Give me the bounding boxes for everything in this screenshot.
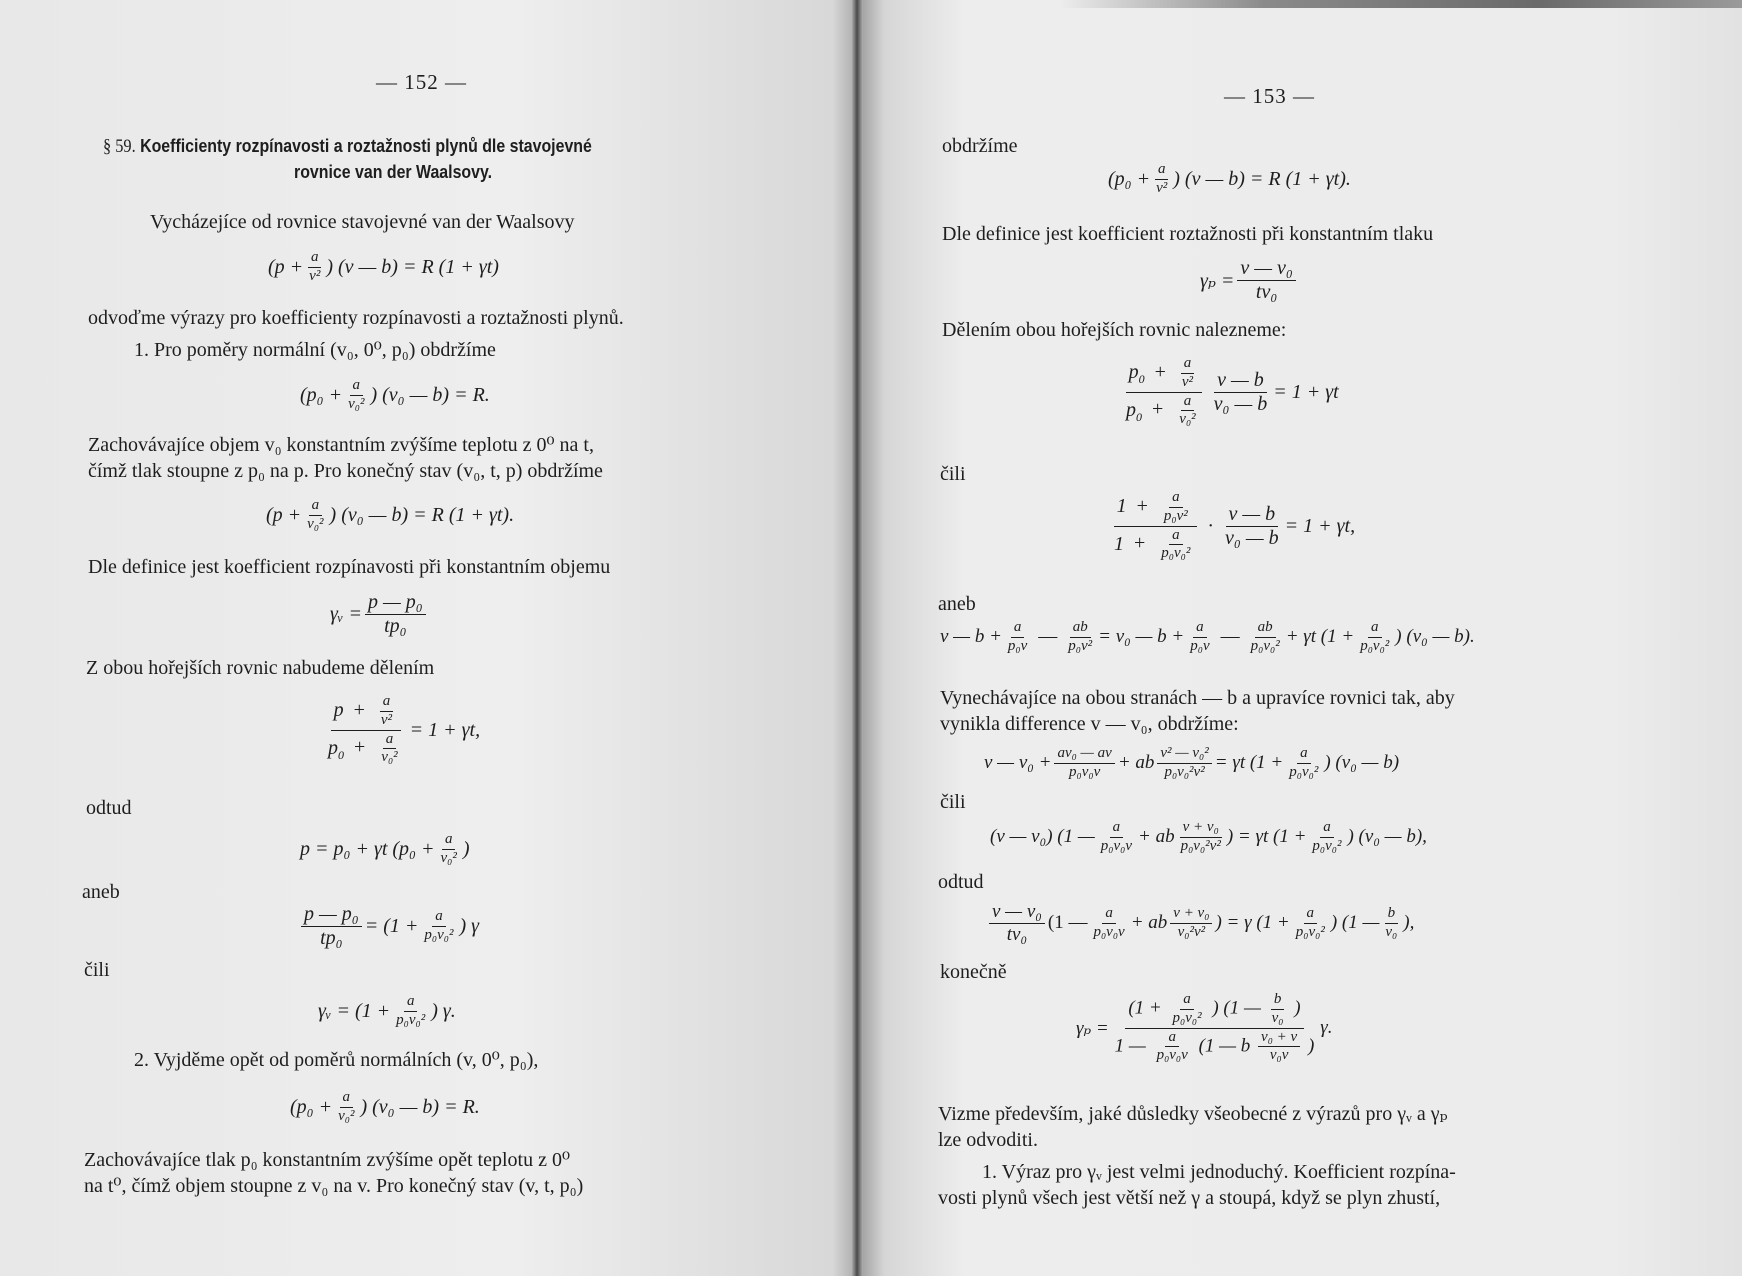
label-odtud: odtud bbox=[938, 871, 984, 893]
label-aneb: aneb bbox=[82, 881, 120, 903]
equation-cili-r: 1 + $\frac{a}{\text{p₀v²}}$ 1 + $\frac{a}{\text{p₀v₀²}}$ · $\frac{v — b}{\text{v₀ — b}}$ = 1 + γt, bbox=[1114, 489, 1356, 562]
label-odtud: odtud bbox=[86, 797, 132, 819]
page-152 bbox=[0, 0, 858, 1276]
equation-vynechavajice: v — v₀ + $\frac{\text{av₀ — av}}{\text{p₀v₀v}}$ + ab $\frac{\text{v² — v₀²}}{\text{p₀v₀²v²}}$ = γt (1 + $\frac{a}{\text{p₀v₀²}}$ ) (v₀ — b) bbox=[984, 745, 1400, 780]
label-konecne: konečně bbox=[940, 961, 1007, 983]
paragraph: 1. Pro poměry normální (v₀, 0⁰, p₀) obdržíme bbox=[134, 339, 496, 361]
paragraph: Vycházejíce od rovnice stavojevné van der Waalsovy bbox=[150, 211, 575, 233]
label-cili: čili bbox=[940, 463, 966, 485]
paragraph: Vizme především, jaké důsledky všeobecné z výrazů pro γᵥ a γₚ bbox=[938, 1103, 1448, 1125]
paragraph: čímž tlak stoupne z p₀ na p. Pro konečný stav (v₀, t, p) obdržíme bbox=[88, 460, 603, 482]
equation-vdw: (p + $\frac{a}{\text{v²}}$ ) (v — b) = R (1 + γt) bbox=[268, 249, 499, 284]
paragraph: lze odvoditi. bbox=[938, 1129, 1038, 1151]
label-cili: čili bbox=[84, 959, 110, 981]
equation-aneb-r: v — b + $\frac{a}{\text{p₀v}}$ — $\frac{ab}{\text{p₀v²}}$ = v₀ — b + $\frac{a}{\text{p₀v}}$ — $\frac{ab}{\text{p₀v₀²}}$ + γt (1 + $\frac{a}{\text{p₀v₀²}}$ ) (v₀ — b). bbox=[940, 619, 1475, 654]
equation-aneb: $\frac{\text{p — p₀}}{\text{tp₀}}$ = (1 + $\frac{a}{\text{p₀v₀²}}$ ) γ bbox=[298, 904, 479, 949]
section-number: § 59. bbox=[103, 136, 136, 157]
section-title: Koefficienty rozpínavosti a roztažnosti plynů dle stavojevné bbox=[140, 135, 592, 156]
equation-normal: (p₀ + $\frac{a}{\text{v₀²}}$ ) (v₀ — b) = R. bbox=[300, 377, 490, 412]
equation-normal-2: (p₀ + $\frac{a}{\text{v₀²}}$ ) (v₀ — b) = R. bbox=[290, 1089, 480, 1124]
equation-gamma-v: γᵥ = (1 + $\frac{a}{\text{p₀v₀²}}$ ) γ. bbox=[318, 993, 456, 1028]
page-number: — 153 — bbox=[1224, 84, 1315, 108]
paragraph: Zachovávajíce objem v₀ konstantním zvýšíme teplotu z 0⁰ na t, bbox=[88, 434, 594, 456]
equation-gamma-v-def: γᵥ = $\frac{\text{p — p₀}}{\text{tp₀}}$ bbox=[330, 592, 429, 637]
equation-gamma-p-def: γₚ = $\frac{\text{v — v₀}}{\text{tv₀}}$ bbox=[1200, 258, 1299, 303]
paragraph: Vynechávajíce na obou stranách — b a upravíce rovnici tak, aby bbox=[940, 687, 1455, 709]
paragraph: 1. Výraz pro γᵥ jest velmi jednoduchý. Koefficient rozpína- bbox=[982, 1161, 1456, 1183]
page-number: — 152 — bbox=[376, 70, 467, 94]
paragraph: Dle definice jest koefficient rozpínavosti při konstantním objemu bbox=[88, 556, 611, 578]
section-heading-line1 bbox=[103, 134, 592, 159]
paragraph: na t⁰, čímž objem stoupne z v₀ na v. Pro konečný stav (v, t, p₀) bbox=[84, 1175, 584, 1197]
equation-final-state: (p + $\frac{a}{\text{v₀²}}$ ) (v₀ — b) = R (1 + γt). bbox=[266, 497, 515, 532]
paragraph: vosti plynů všech jest větší než γ a stoupá, když se plyn zhustí, bbox=[938, 1187, 1441, 1209]
section-heading-line2: rovnice van der Waalsovy. bbox=[294, 161, 493, 182]
equation-division: p + $\frac{a}{\text{v²}}$ $p_0$ + $\frac{a}{\text{v₀²}}$ = 1 + γt, bbox=[328, 693, 481, 766]
paragraph: odvoďme výrazy pro koefficienty rozpínavosti a roztažnosti plynů. bbox=[88, 307, 624, 329]
equation-division-r: $p_0$ + $\frac{a}{\text{v²}}$ $p_0$ + $\frac{a}{\text{v₀²}}$ $\frac{v — b}{\text{v₀ — b}}$ = 1 + γt bbox=[1126, 355, 1339, 428]
equation-p: p = p₀ + γt (p₀ + $\frac{a}{\text{v₀²}}$ ) bbox=[300, 831, 470, 866]
equation-obdrzime: (p₀ + $\frac{a}{\text{v²}}$ ) (v — b) = R (1 + γt). bbox=[1108, 161, 1351, 196]
paragraph: 2. Vyjděme opět od poměrů normálních (v, 0⁰, p₀), bbox=[134, 1049, 539, 1071]
book-gutter bbox=[851, 0, 863, 1276]
paragraph: obdržíme bbox=[942, 135, 1018, 157]
equation-cili2-r: (v — v₀) (1 — $\frac{a}{\text{p₀v₀v}}$ + ab $\frac{\text{v + v₀}}{\text{p₀v₀²v²}}$ ) = γt (1 + $\frac{a}{\text{p₀v₀²}}$ ) (v₀ — b), bbox=[990, 819, 1427, 854]
paragraph: Z obou hořejších rovnic nabudeme dělením bbox=[86, 657, 435, 679]
page-edge-shadow bbox=[1060, 0, 1742, 8]
paragraph: Zachovávajíce tlak p₀ konstantním zvýšíme opět teplotu z 0⁰ bbox=[84, 1149, 570, 1171]
label-aneb: aneb bbox=[938, 593, 976, 615]
paragraph: Dle definice jest koefficient roztažnosti při konstantním tlaku bbox=[942, 223, 1434, 245]
paragraph: Dělením obou hořejších rovnic nalezneme: bbox=[942, 319, 1287, 341]
label-cili: čili bbox=[940, 791, 966, 813]
page-153 bbox=[858, 0, 1742, 1276]
paragraph: vynikla difference v — v₀, obdržíme: bbox=[940, 713, 1239, 735]
equation-gamma-p: γₚ = (1 + $\frac{a}{\text{p₀v₀²}}$ ) (1 — $\frac{b}{\text{v₀}}$ ) 1 — $\frac{a}{\text{p₀v₀v}}$ (1 — b $\frac{\text{v₀ + v}}{\text{v₀v}}$ ) γ. bbox=[1076, 991, 1333, 1064]
equation-odtud-r: $\frac{\text{v — v₀}}{\text{tv₀}}$ (1 — $\frac{a}{\text{p₀v₀v}}$ + ab $\frac{\text{v + v₀}}{\text{v₀²v²}}$ ) = γ (1 + $\frac{a}{\text{p₀v₀²}}$ ) (1 — $\frac{b}{\text{v₀}}$ ), bbox=[986, 902, 1414, 945]
